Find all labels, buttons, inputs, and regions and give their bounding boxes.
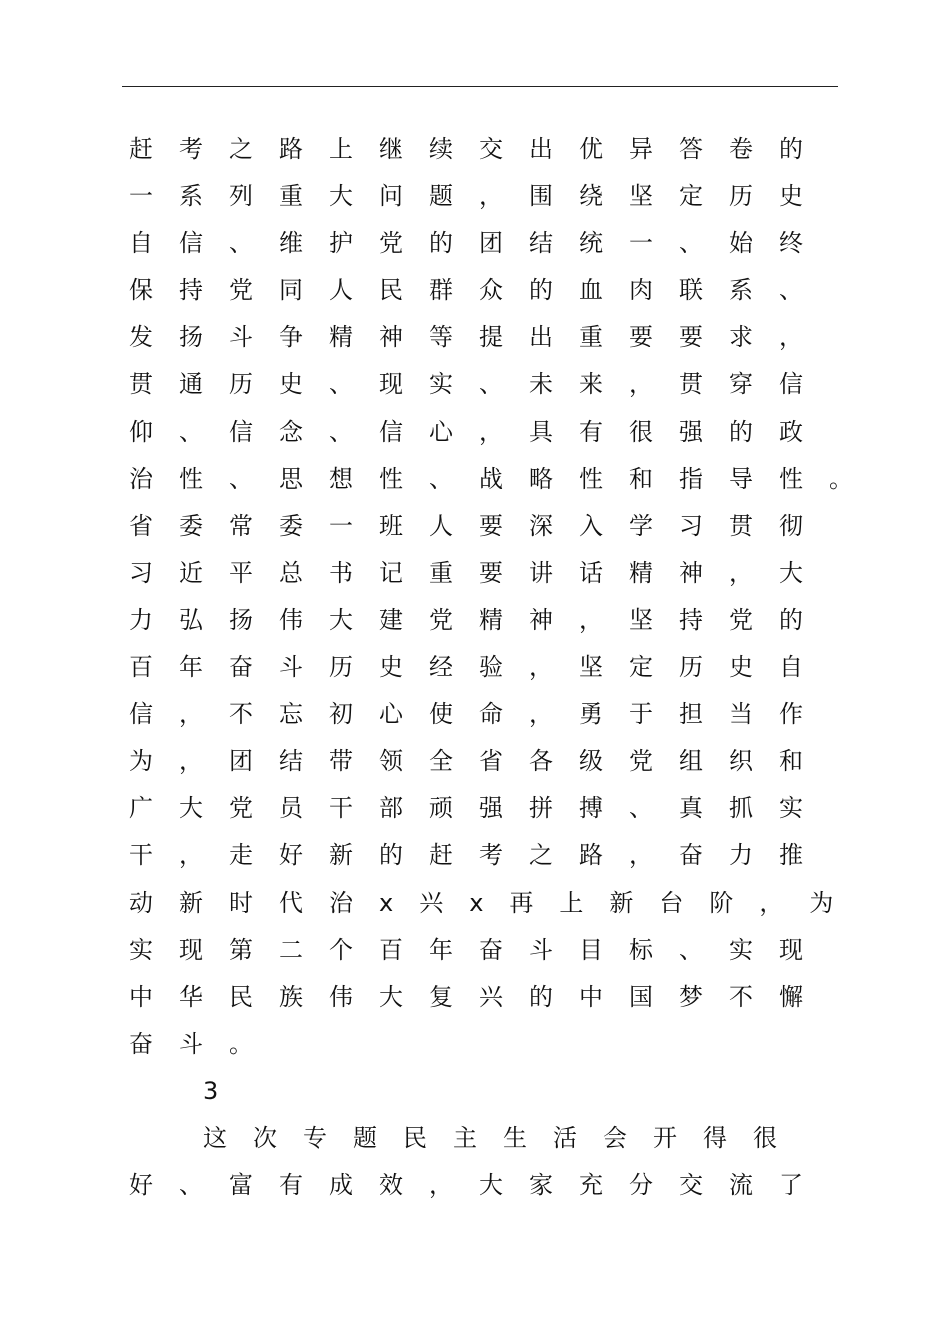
text-line: 动新时代治x兴x再上新台阶，为 bbox=[129, 888, 860, 917]
text-line: 发扬斗争精神等提出重要要求， bbox=[129, 323, 829, 352]
text-line: 中华民族伟大复兴的中国梦不懈 bbox=[129, 982, 829, 1011]
text-line: 自信、维护党的团结统一、始终 bbox=[129, 229, 829, 258]
text-line: 一系列重大问题，围绕坚定历史 bbox=[129, 182, 829, 211]
text-line: 干，走好新的赶考之路，奋力推 bbox=[129, 841, 829, 870]
text-line: 信，不忘初心使命，勇于担当作 bbox=[129, 700, 829, 729]
page-number: 3 bbox=[203, 1076, 219, 1105]
text-line: 赶考之路上继续交出优异答卷的 bbox=[129, 135, 829, 163]
text-line: 习近平总书记重要讲话精神，大 bbox=[129, 558, 829, 587]
text-line: 为，团结带领全省各级党组织和 bbox=[129, 747, 829, 776]
text-line: 好、富有成效，大家充分交流了 bbox=[129, 1171, 829, 1200]
text-line: 广大党员干部顽强拼搏、真抓实 bbox=[129, 794, 829, 823]
text-line: 奋斗。 bbox=[129, 1029, 279, 1058]
text-line: 省委常委一班人要深入学习贯彻 bbox=[129, 511, 829, 540]
body-text bbox=[129, 126, 879, 1209]
text-line: 实现第二个百年奋斗目标、实现 bbox=[129, 935, 829, 964]
text-line: 力弘扬伟大建党精神，坚持党的 bbox=[129, 605, 829, 634]
text-line: 保持党同人民群众的血肉联系、 bbox=[129, 276, 829, 305]
header-rule bbox=[122, 86, 838, 87]
text-line: 贯通历史、现实、未来，贯穿信 bbox=[129, 370, 829, 399]
text-line: 仰、信念、信心，具有很强的政 bbox=[129, 417, 829, 446]
text-line: 治性、思想性、战略性和指导性。 bbox=[129, 464, 879, 493]
text-line: 百年奋斗历史经验，坚定历史自 bbox=[129, 653, 829, 682]
text-line: 这次专题民主生活会开得很 bbox=[203, 1123, 803, 1152]
